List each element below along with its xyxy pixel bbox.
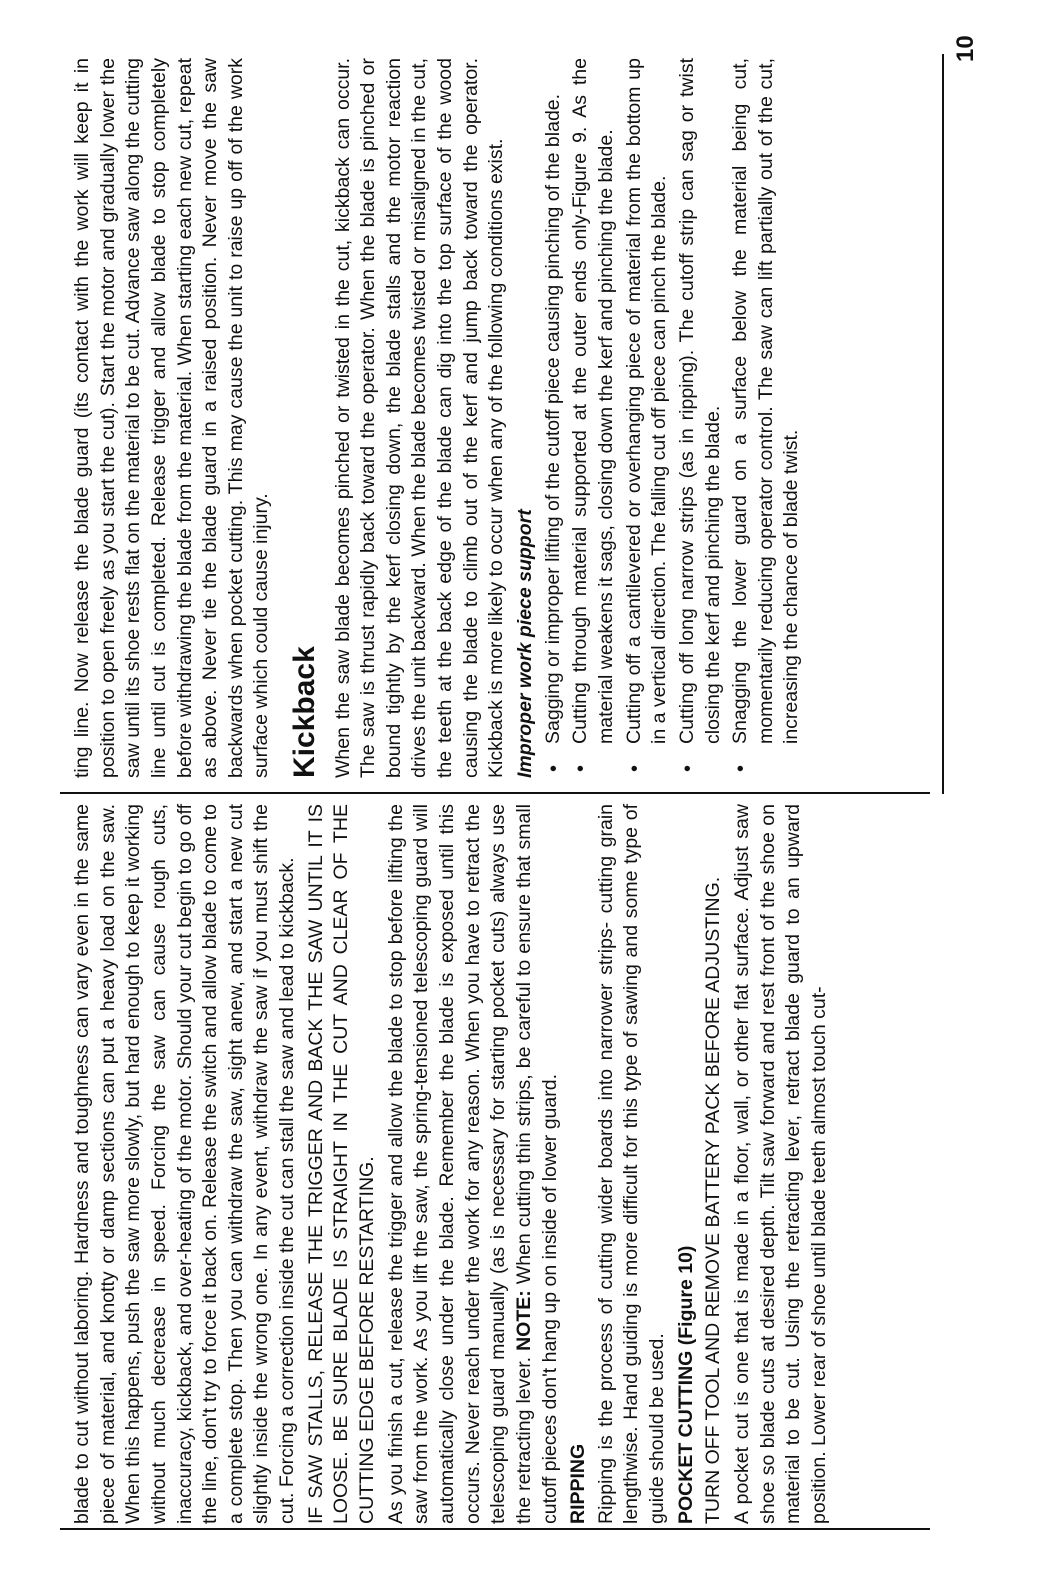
list-item: • Cutting off long narrow strips (as in ripping). The cutoff strip can sag or twist closing the kerf and pinching the blade. [675, 58, 726, 778]
column-divider-rule [60, 792, 930, 794]
left-margin-rule [60, 1528, 930, 1530]
note-label: NOTE: [512, 1290, 535, 1351]
stall-warning: IF SAW STALLS, RELEASE THE TRIGGER AND BACK THE SAW UNTIL IT IS LOOSE. BE SURE BLADE IS STRAIGHT IN THE CUT AND CLEAR OF THE CUTTING EDGE BEFORE RESTARTING. [304, 804, 379, 1524]
finish-cut-paragraph [384, 804, 563, 1524]
kickback-conditions-list [541, 58, 805, 778]
page-number: 10 [952, 35, 979, 62]
kickback-heading: Kickback [288, 646, 322, 778]
pocket-cutting-paragraph: A pocket cut is one that is made in a floor, wall, or other flat surface. Adjust saw shoe so blade cuts at desired depth. Tilt saw forward and rest front of the shoe on material to be cut. Using the retracting lever, retract blade guard to an upward position. Lower rear of shoe until blade teeth almost touch cut- [731, 804, 830, 1524]
improper-support-heading: Improper work piece support [514, 509, 537, 778]
pocket-cutting-warning: TURN OFF TOOL AND REMOVE BATTERY PACK BEFORE ADJUSTING. [702, 876, 725, 1524]
finish-cut-text: As you finish a cut, release the trigger and allow the blade to stop before lifting the saw from the work. As you lift the saw, the spring-tensioned telescoping guard will automatically close under the blade. Remember the blade is exposed until this occurs. Never reach under the work for any reason. When you have to retract the telescoping guard manually (as is necessary for starting pocket cuts) always use the retracting lever. [384, 804, 535, 1524]
right-column [70, 58, 807, 778]
list-item: • Snagging the lower guard on a surface below the material being cut, momentarily reducing operator control. The saw can lift partially out of the cut, increasing the chance of blade twist. [728, 58, 805, 778]
list-item: • Sagging or improper lifting of the cutoff piece causing pinching of the blade. [541, 58, 567, 778]
footer-rule [942, 54, 944, 794]
pocket-cutting-continued: ting line. Now release the blade guard (its contact with the work will keep it in position to open freely as you start the cut). Start the motor and gradually lower the saw until its shoe rests flat on the material to be cut. Advance saw along the cutting line until cut is completed. Release trigger and allow blade to stop completely before withdrawing the blade from the material. When starting each new cut, repeat as above. Never tie the blade guard in a raised position. Never move the saw backwards when pocket cutting. This may cause the unit to raise up off of the work surface which could cause injury. [71, 58, 273, 778]
left-column [70, 804, 836, 1524]
ripping-paragraph: Ripping is the process of cutting wider boards into narrower strips- cutting grain lengthwise. Hand guiding is more difficult for this type of sawing and some type of guide should be used. [594, 804, 669, 1524]
pocket-cutting-heading: POCKET CUTTING (Figure 10) [674, 1245, 697, 1524]
cutting-paragraph: blade to cut without laboring. Hardness and toughness can vary even in the same piece of material, and knotty or damp sections can put a heavy load on the saw. When this happens, push the saw more slowly, but hard enough to keep it working without much decrease in speed. Forcing the saw can cause rough cuts, inaccuracy, kickback, and over-heating of the motor. Should your cut begin to go off the line, don't try to force it back on. Release the switch and allow blade to come to a complete stop. Then you can withdraw the saw, sight anew, and start a new cut slightly inside the wrong one. In any event, withdraw the saw if you must shift the cut. Forcing a correction inside the cut can stall the saw and lead to kickback. [71, 804, 299, 1524]
list-item: • Cutting off a cantilevered or overhanging piece of material from the bottom up in a vertical direction. The falling cut off piece can pinch the blade. [622, 58, 673, 778]
list-item: • Cutting through material supported at the outer ends only-Figure 9. As the material weakens it sags, closing down the kerf and pinching the blade. [568, 58, 619, 778]
kickback-paragraph: When the saw blade becomes pinched or twisted in the cut, kickback can occur. The saw is thrust rapidly back toward the operator. When the blade is pinched or bound tightly by the kerf closing down, the blade stalls and the motor reaction drives the unit backward. When the blade becomes twisted or misaligned in the cut, the teeth at the back edge of the blade can dig into the top surface of the wood causing the blade to climb out of the kerf and jump back toward the operator. Kickback is more likely to occur when any of the following conditions exist. [331, 58, 508, 778]
ripping-heading: RIPPING [567, 1443, 590, 1524]
note-text: When cutting thin strips, be careful to ensure that small cutoff pieces don't hang up on inside of lower guard. [512, 803, 561, 1524]
